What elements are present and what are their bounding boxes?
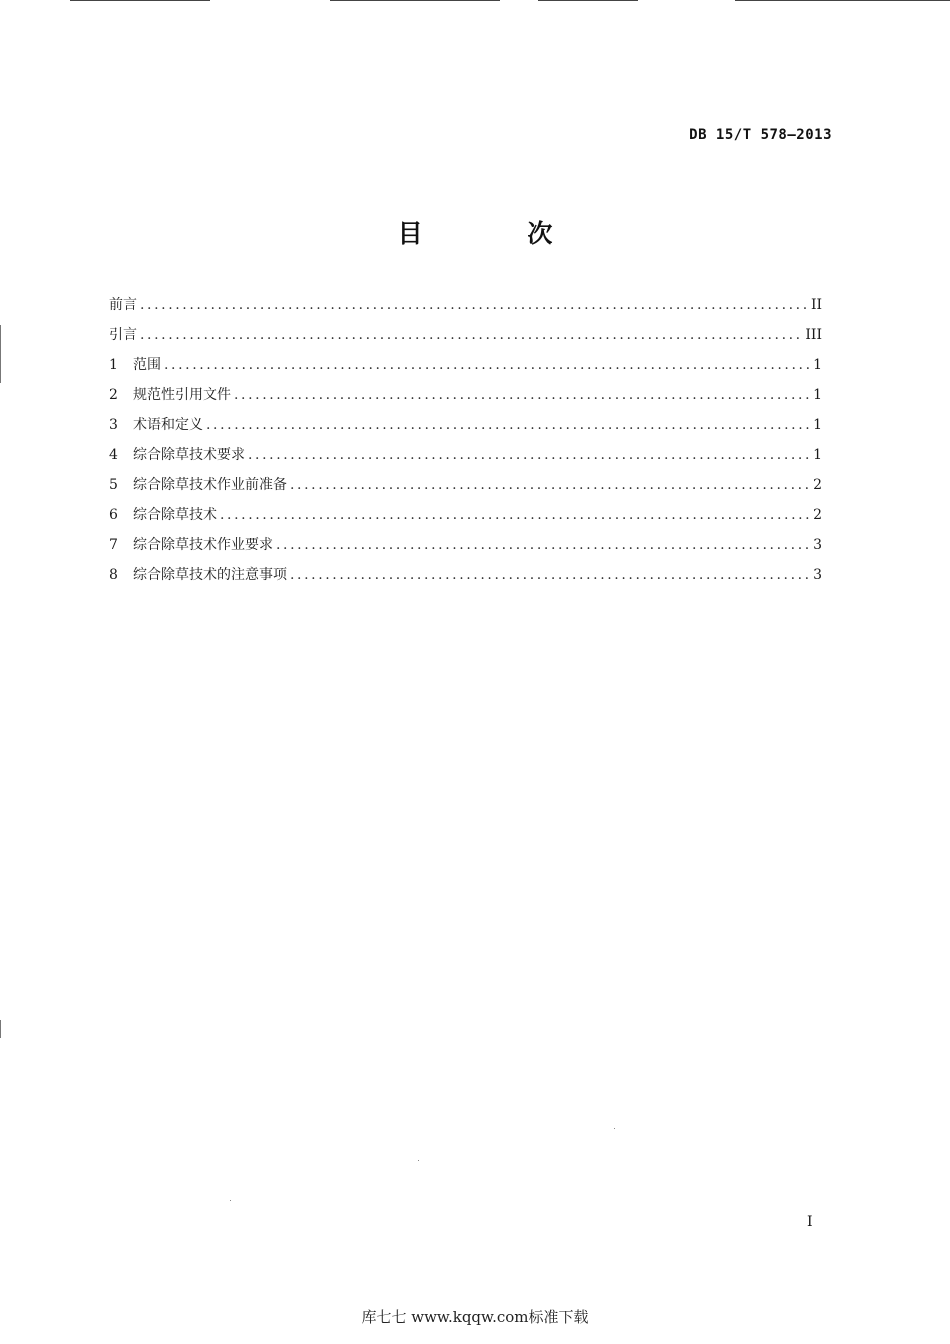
- toc-entry-number: 6: [109, 507, 118, 523]
- toc-entry[interactable]: [109, 350, 822, 380]
- scan-edge-mark: [0, 1020, 1, 1038]
- toc-entry[interactable]: [109, 500, 822, 530]
- toc-dot-leader: [290, 470, 809, 500]
- toc-entry-label: 综合除草技术的注意事项: [133, 567, 287, 583]
- toc-entry[interactable]: [109, 410, 822, 440]
- toc-entry-number: 8: [109, 567, 118, 583]
- table-of-contents: [109, 290, 822, 590]
- toc-entry-label: 术语和定义: [133, 417, 203, 433]
- scan-speck: [230, 1200, 231, 1201]
- footer-watermark: 库七七 www.kqqw.com标准下载: [361, 1308, 589, 1326]
- toc-dot-leader: [140, 320, 802, 350]
- toc-entry-number: 1: [109, 357, 118, 373]
- toc-entry-page: 1: [813, 417, 822, 433]
- toc-entry-page: III: [805, 327, 822, 343]
- toc-dot-leader: [276, 530, 809, 560]
- scan-edge-line: [70, 0, 210, 1]
- toc-entry-page: 2: [813, 477, 822, 493]
- toc-entry-label: 综合除草技术作业要求: [133, 537, 273, 553]
- toc-entry-label: 引言: [109, 327, 137, 343]
- toc-dot-leader: [206, 410, 809, 440]
- toc-entry-label: 综合除草技术作业前准备: [133, 477, 287, 493]
- toc-dot-leader: [140, 290, 808, 320]
- toc-entry-number: 2: [109, 387, 118, 403]
- scan-speck: [614, 1128, 615, 1129]
- toc-entry-page: 3: [813, 567, 822, 583]
- toc-entry-label: 规范性引用文件: [133, 387, 231, 403]
- toc-dot-leader: [234, 380, 809, 410]
- toc-entry[interactable]: [109, 530, 822, 560]
- toc-entry-page: 2: [813, 507, 822, 523]
- page-number: I: [807, 1214, 813, 1230]
- toc-entry-label: 范围: [133, 357, 161, 373]
- toc-entry[interactable]: [109, 440, 822, 470]
- scan-edge-line: [330, 0, 500, 1]
- scan-edge-line: [735, 0, 950, 1]
- toc-entry-page: 1: [813, 447, 822, 463]
- scan-speck: [418, 1160, 419, 1161]
- scan-edge-line: [538, 0, 638, 1]
- toc-entry[interactable]: [109, 320, 822, 350]
- toc-dot-leader: [248, 440, 809, 470]
- toc-entry-page: 1: [813, 357, 822, 373]
- toc-entry-page: 3: [813, 537, 822, 553]
- toc-dot-leader: [220, 500, 809, 530]
- toc-entry-number: 4: [109, 447, 118, 463]
- toc-entry[interactable]: [109, 470, 822, 500]
- toc-entry[interactable]: [109, 290, 822, 320]
- scan-edge-mark: [0, 325, 1, 383]
- toc-title: 目 次: [397, 219, 601, 248]
- document-code: DB 15/T 578—2013: [689, 127, 832, 143]
- toc-entry-number: 3: [109, 417, 118, 433]
- toc-entry-label: 综合除草技术: [133, 507, 217, 523]
- toc-entry-page: 1: [813, 387, 822, 403]
- toc-entry-number: 7: [109, 537, 118, 553]
- toc-dot-leader: [290, 560, 809, 590]
- toc-entry-page: II: [810, 297, 822, 313]
- toc-entry-label: 前言: [109, 297, 137, 313]
- toc-entry[interactable]: [109, 380, 822, 410]
- toc-entry-label: 综合除草技术要求: [133, 447, 245, 463]
- toc-entry[interactable]: [109, 560, 822, 590]
- toc-dot-leader: [164, 350, 809, 380]
- toc-entry-number: 5: [109, 477, 118, 493]
